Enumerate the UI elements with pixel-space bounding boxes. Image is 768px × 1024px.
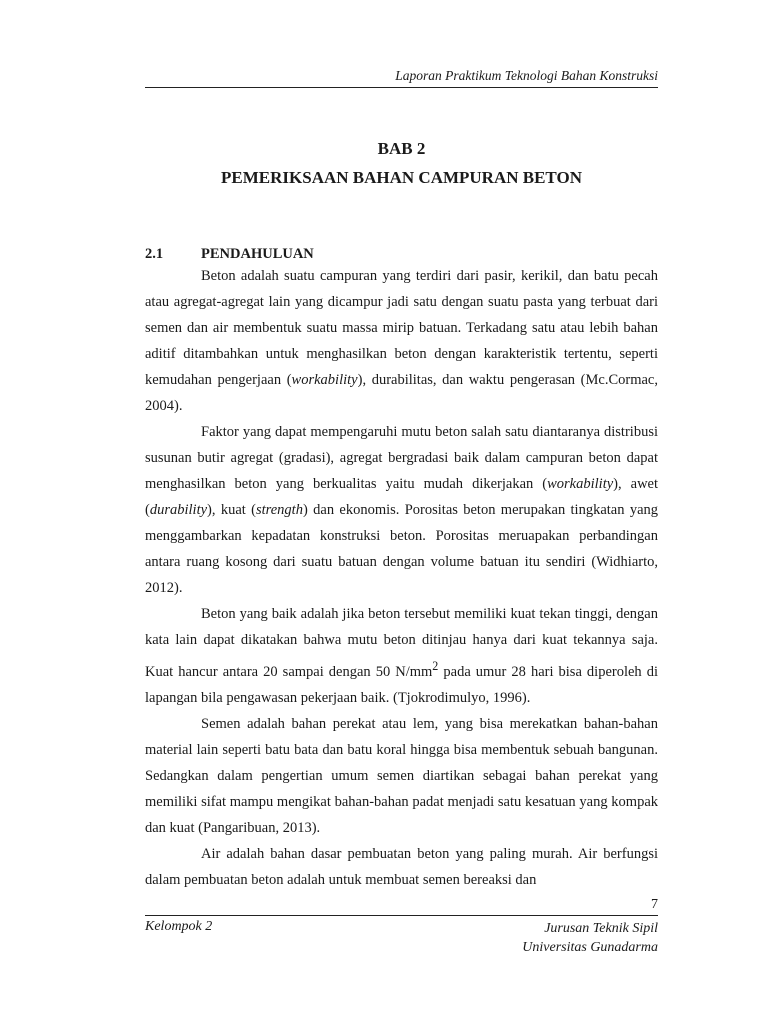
running-header: Laporan Praktikum Teknologi Bahan Konstruksi	[395, 68, 658, 83]
body-text	[145, 263, 658, 893]
section-heading	[145, 246, 314, 263]
header-rule	[145, 87, 658, 88]
paragraph-2: Faktor yang dapat mempengaruhi mutu beton salah satu diantaranya distribusi susunan butir agregat (gradasi), agregat bergradasi baik dalam campuran beton dapat menghasilkan beton yang berkualitas yaitu mudah dikerjakan (workability), awet (durability), kuat (strength) dan ekonomis. Porositas beton merupakan tingkatan yang menggambarkan kepadatan konstruksi beton. Porositas meruapakan perbandingan antara ruang kosong dari suatu batuan dengan volume batuan itu sendiri (Widhiarto, 2012).	[145, 424, 659, 596]
footer-university: Universitas Gunadarma	[522, 940, 658, 955]
paragraph-1: Beton adalah suatu campuran yang terdiri dari pasir, kerikil, dan batu pecah atau agregat-agregat lain yang dicampur jadi satu dengan suatu pasta yang terbuat dari semen dan air membentuk suatu massa mirip batuan. Terkadang satu atau lebih bahan aditif ditambahkan untuk menghasilkan beton dengan karakteristik tertentu, seperti kemudahan pengerjaan (workability), durabilitas, dan waktu pengerasan (Mc.Cormac, 2004).	[145, 268, 658, 414]
section-number: 2.1	[145, 246, 164, 262]
chapter-number: BAB 2	[377, 139, 426, 158]
footer-rule	[145, 915, 658, 916]
footer-group: Kelompok 2	[145, 919, 213, 934]
paragraph-3: Beton yang baik adalah jika beton tersebut memiliki kuat tekan tinggi, dengan kata lain dapat dikatakan bahwa mutu beton ditinjau hanya dari kuat tekannya saja. Kuat hancur antara 20 sampai dengan 50 $N/mm^2$ pada umur 28 hari bisa diperoleh di lapangan bila pengawasan pekerjaan baik. (Tjokrodimulyo, 1996).	[145, 606, 658, 706]
chapter-title: PEMERIKSAAN BAHAN CAMPURAN BETON	[221, 168, 582, 187]
section-title: PENDAHULUAN	[201, 246, 314, 262]
paragraph-5: Air adalah bahan dasar pembuatan beton yang paling murah. Air berfungsi dalam pembuatan beton adalah untuk membuat semen bereaksi dan	[145, 845, 658, 888]
footer-institution	[522, 919, 658, 957]
footer-department: Jurusan Teknik Sipil	[544, 921, 658, 936]
page-number: 7	[651, 897, 658, 912]
paragraph-4: Semen adalah bahan perekat atau lem, yang bisa merekatkan bahan-bahan material lain seperti batu bata dan batu koral hingga bisa membentuk sebuah bangunan. Sedangkan dalam pengertian umum semen diartikan sebagai bahan perekat yang memiliki sifat mampu mengikat bahan-bahan padat menjadi satu kesatuan yang kompak dan kuat (Pangaribuan, 2013).	[145, 715, 658, 836]
